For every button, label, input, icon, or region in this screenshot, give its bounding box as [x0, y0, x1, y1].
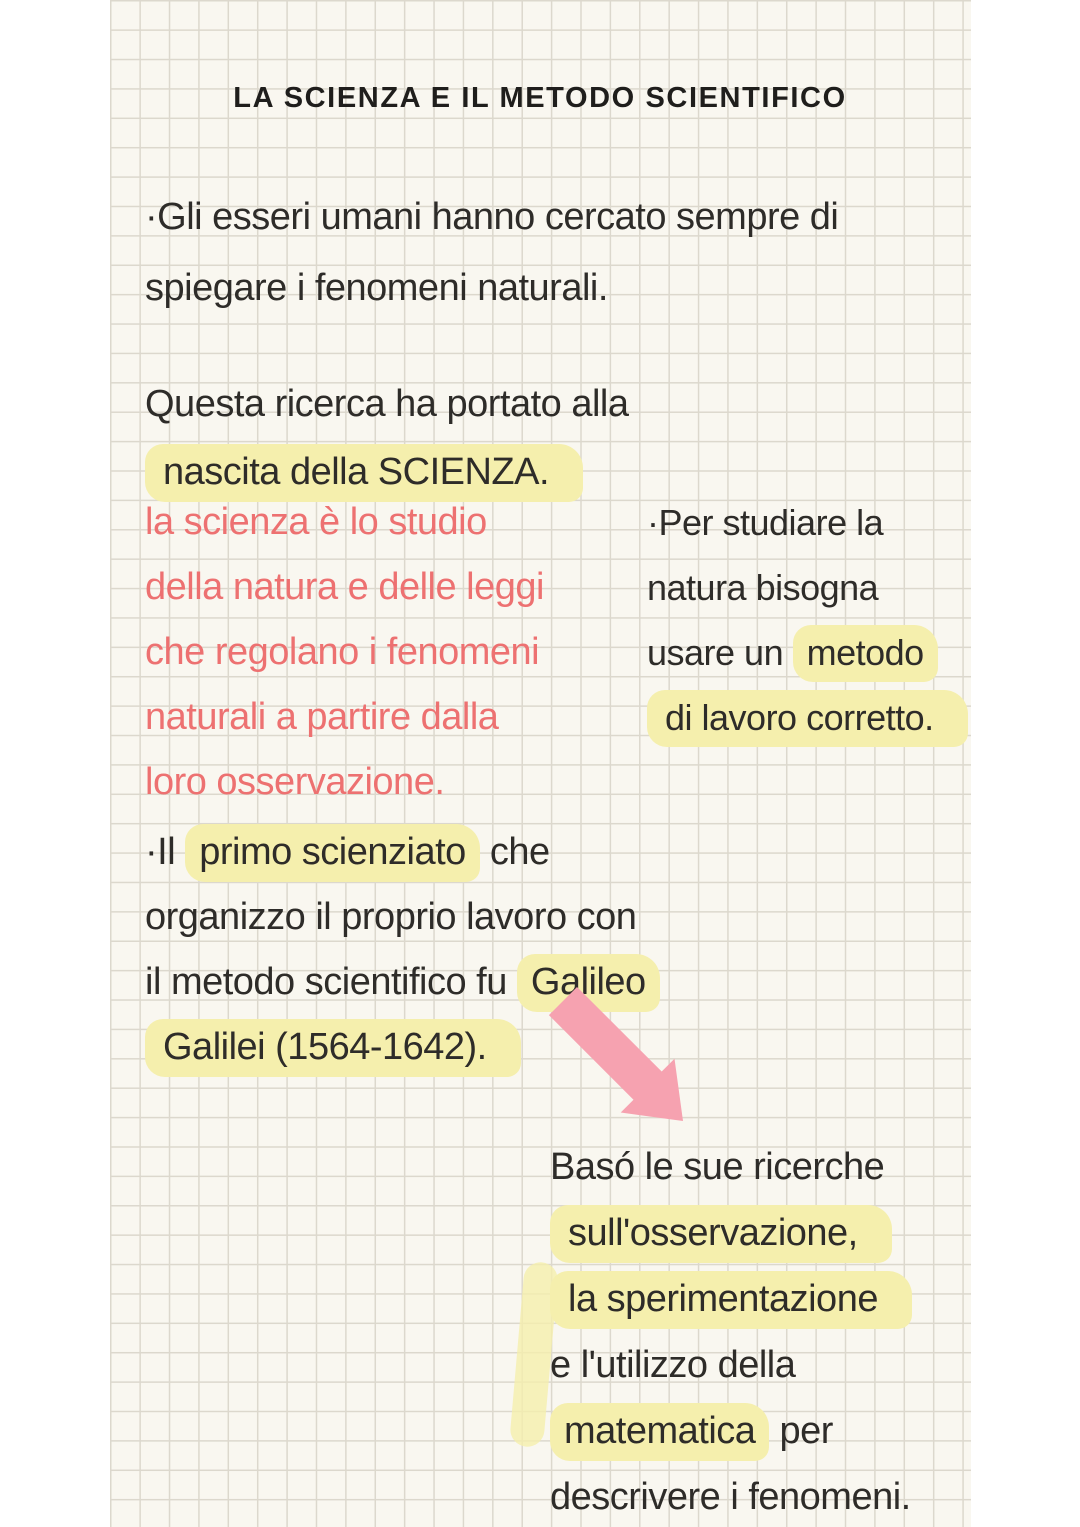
text-line: natura bisogna: [647, 567, 879, 608]
highlighted-text: di lavoro corretto.: [647, 690, 968, 747]
page-title: LA SCIENZA E IL METODO SCIENTIFICO: [233, 82, 847, 114]
text-line: della natura e delle leggi: [145, 566, 544, 608]
text-line: ·Per studiare la: [647, 502, 884, 543]
text-line: ·Gli esseri umani hanno cercato sempre di: [145, 196, 839, 238]
ricerca-paragraph: [145, 370, 629, 506]
highlighted-text: la sperimentazione: [550, 1271, 912, 1329]
highlighted-text: primo scienziato: [185, 824, 480, 882]
metodo-paragraph: [647, 490, 968, 750]
text-line: spiegare i fenomeni naturali.: [145, 267, 608, 309]
highlighted-text: metodo: [793, 625, 938, 682]
text-line: [647, 685, 968, 750]
highlighted-text: nascita della SCIENZA.: [145, 444, 583, 502]
text-line: e l'utilizzo della: [550, 1344, 796, 1386]
text-line: che regolano i fenomeni: [145, 631, 540, 673]
text-segment: il metodo scientifico fu: [145, 961, 517, 1003]
text-line: organizzo il proprio lavoro con: [145, 896, 637, 938]
science-definition-pink-note: [145, 490, 544, 815]
highlighted-text: Galileo: [517, 954, 660, 1012]
text-segment: ·Il: [145, 831, 186, 873]
highlighted-text: sull'osservazione,: [550, 1205, 892, 1263]
text-line: Basó le sue ricerche: [550, 1146, 885, 1188]
text-line: [550, 1398, 912, 1464]
text-line: [145, 820, 660, 885]
text-line: loro osservazione.: [145, 761, 445, 803]
text-line: la scienza è lo studio: [145, 501, 487, 543]
text-line: [647, 620, 968, 685]
highlighted-text: Galilei (1564-1642).: [145, 1019, 521, 1077]
text-line: naturali a partire dalla: [145, 696, 499, 738]
text-line: descrivere i fenomeni.: [550, 1476, 911, 1518]
text-segment: usare un: [647, 632, 793, 673]
text-line: Questa ricerca ha portato alla: [145, 383, 629, 425]
text-line: [550, 1266, 912, 1332]
text-segment: per: [769, 1410, 833, 1452]
galileo-method-paragraph: [550, 1134, 912, 1527]
highlighted-text: matematica: [550, 1403, 769, 1461]
text-line: [550, 1200, 912, 1266]
arrow-down-right-icon: [548, 986, 688, 1126]
intro-paragraph: [145, 182, 838, 324]
text-segment: che: [479, 831, 550, 873]
